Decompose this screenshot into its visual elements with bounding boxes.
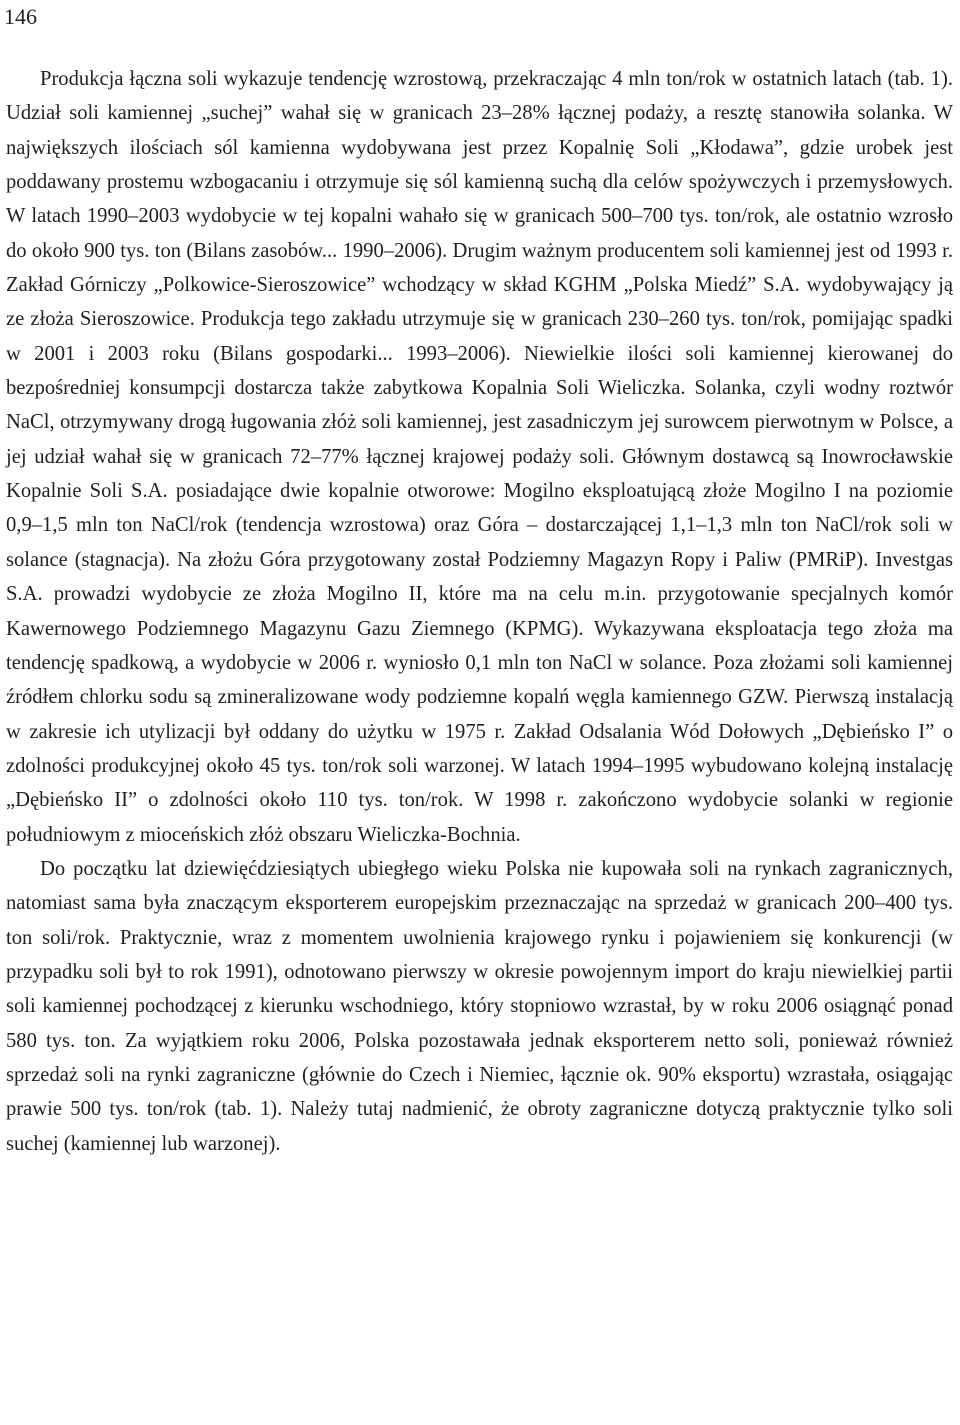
paragraph: Do początku lat dziewięćdziesiątych ubiegłego wieku Polska nie kupowała soli na rynkach zagranicznych, natomiast sama była znaczącym eksporterem europejskim przeznaczając na sprzedaż w granicach 200–400 tys. ton soli/rok. Praktycznie, wraz z momentem uwolnienia krajowego rynku i pojawieniem się konkurencji (w przypadku soli był to rok 1991), odnotowano pierwszy w okresie powojennym import do kraju niewielkiej partii soli kamiennej pochodzącej z kierunku wschodniego, który stopniowo wzrastał, by w roku 2006 osiągnąć ponad 580 tys. ton. Za wyjątkiem roku 2006, Polska pozostawała jednak eksporterem netto soli, ponieważ również sprzedaż soli na rynki zagraniczne (głównie do Czech i Niemiec, łącznie ok. 90% eksportu) wzrastała, osiągając prawie 500 tys. ton/rok (tab. 1). Należy tutaj nadmienić, że obroty zagraniczne dotyczą praktycznie tylko soli suchej (kamiennej lub warzonej). — [6, 857, 953, 1155]
page-number: 146 — [4, 4, 37, 29]
paragraph: Produkcja łączna soli wykazuje tendencję wzrostową, przekraczając 4 mln ton/rok w ostatnich latach (tab. 1). Udział soli kamiennej „suchej” wahał się w granicach 23–28% łącznej podaży, a resztę stanowiła solanka. W największych ilościach sól kamienna wydobywana jest przez Kopalnię Soli „Kłodawa”, gdzie urobek jest poddawany prostemu wzbogacaniu i otrzymuje się sól kamienną suchą dla celów spożywczych i przemysłowych. W latach 1990–2003 wydobycie w tej kopalni wahało się w granicach 500–700 tys. ton/rok, ale ostatnio wzrosło do około 900 tys. ton (Bilans zasobów... 1990–2006). Drugim ważnym producentem soli kamiennej jest od 1993 r. Zakład Górniczy „Polkowice-Sieroszowice” wchodzący w skład KGHM „Polska Miedź” S.A. wydobywający ją ze złoża Sieroszowice. Produkcja tego zakładu utrzymuje się w granicach 230–260 tys. ton/rok, pomijając spadki w 2001 i 2003 roku (Bilans gospodarki... 1993–2006). Niewielkie ilości soli kamiennej kierowanej do bezpośredniej konsumpcji dostarcza także zabytkowa Kopalnia Soli Wieliczka. Solanka, czyli wodny roztwór NaCl, otrzymywany drogą ługowania złóż soli kamiennej, jest zasadniczym jej surowcem pierwotnym w Polsce, a jej udział wahał się w granicach 72–77% łącznej krajowej podaży soli. Głównym dostawcą są Inowrocławskie Kopalnie Soli S.A. posiadające dwie kopalnie otworowe: Mogilno eksploatującą złoże Mogilno I na poziomie 0,9–1,5 mln ton NaCl/rok (tendencja wzrostowa) oraz Góra – dostarczającej 1,1–1,3 mln ton NaCl/rok soli w solance (stagnacja). Na złożu Góra przygotowany został Podziemny Magazyn Ropy i Paliw (PMRiP). Investgas S.A. prowadzi wydobycie ze złoża Mogilno II, które ma na celu m.in. przygotowanie specjalnych komór Kawernowego Podziemnego Magazynu Gazu Ziemnego (KPMG). Wykazywana eksploatacja tego złoża ma tendencję spadkową, a wydobycie w 2006 r. wyniosło 0,1 mln ton NaCl w solance. Poza złożami soli kamiennej źródłem chlorku sodu są zmineralizowane wody podziemne kopalń węgla kamiennego GZW. Pierwszą instalacją w zakresie ich utylizacji był oddany do użytku w 1975 r. Zakład Odsalania Wód Dołowych „Dębieńsko I” o zdolności produkcyjnej około 45 tys. ton/rok soli warzonej. W latach 1994–1995 wybudowano kolejną instalację „Dębieńsko II” o zdolności około 110 tys. ton/rok. W 1998 r. zakończono wydobycie solanki w regionie południowym z mioceńskich złóż obszaru Wieliczka-Bochnia. — [6, 68, 953, 846]
body-text — [6, 62, 953, 1161]
